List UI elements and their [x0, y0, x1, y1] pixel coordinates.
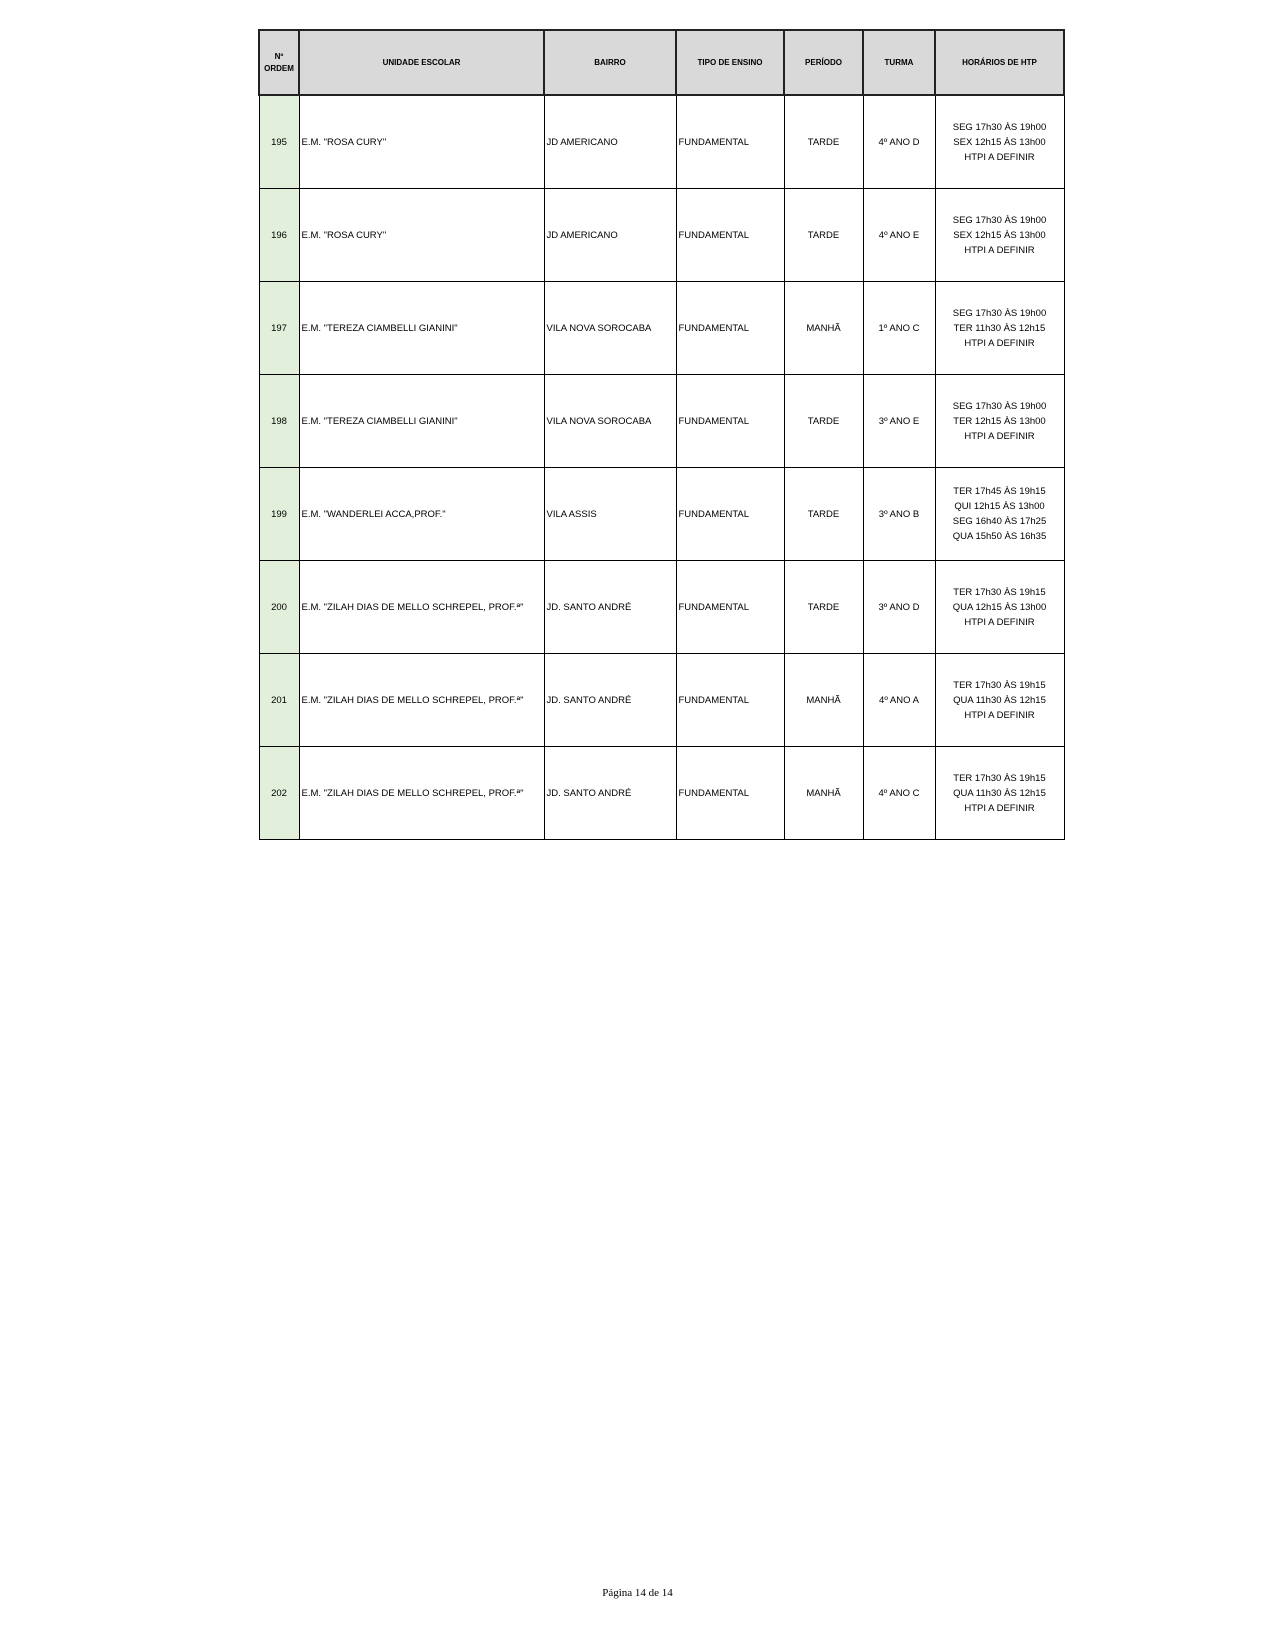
- cell-num-ordem: 200: [259, 561, 299, 654]
- header-bairro: BAIRRO: [544, 30, 676, 95]
- cell-num-ordem: 199: [259, 468, 299, 561]
- header-periodo: PERÍODO: [784, 30, 863, 95]
- schedule-line: TER 17h45 ÀS 19h15: [953, 486, 1046, 497]
- header-num-line1: Nº: [274, 51, 284, 61]
- cell-horarios-htp: [935, 375, 1064, 468]
- header-num-line2: ORDEM: [264, 63, 294, 73]
- schedule-line: SEX 12h15 ÀS 13h00: [953, 136, 1046, 148]
- cell-bairro: JD AMERICANO: [544, 189, 676, 282]
- table-row: [259, 747, 1064, 840]
- schedule-line: QUA 11h30 ÀS 12h15: [953, 787, 1046, 799]
- schedule-line: SEG 17h30 ÀS 19h00: [952, 307, 1047, 319]
- cell-periodo: TARDE: [784, 468, 863, 561]
- schedule-line: HTPI A DEFINIR: [964, 616, 1035, 628]
- cell-periodo: TARDE: [784, 95, 863, 189]
- cell-num-ordem: 195: [259, 95, 299, 189]
- cell-tipo-ensino: FUNDAMENTAL: [676, 95, 784, 189]
- cell-horarios-htp: [935, 282, 1064, 375]
- cell-num-ordem: 196: [259, 189, 299, 282]
- cell-tipo-ensino: FUNDAMENTAL: [676, 561, 784, 654]
- schools-table: [258, 29, 1065, 840]
- schedule-line: SEG 16h40 ÀS 17h25: [952, 516, 1047, 527]
- cell-unidade-escolar: E.M. "ZILAH DIAS DE MELLO SCHREPEL, PROF.ª": [299, 561, 544, 654]
- table-row: [259, 375, 1064, 468]
- schedule-line: QUI 12h15 ÀS 13h00: [954, 501, 1045, 512]
- cell-num-ordem: 202: [259, 747, 299, 840]
- cell-turma: 3º ANO B: [863, 468, 935, 561]
- cell-bairro: JD AMERICANO: [544, 95, 676, 189]
- cell-turma: 4º ANO C: [863, 747, 935, 840]
- schedule-line: TER 12h15 ÀS 13h00: [953, 415, 1046, 427]
- cell-horarios-htp: [935, 747, 1064, 840]
- header-turma: TURMA: [863, 30, 935, 95]
- schedule-line: HTPI A DEFINIR: [964, 244, 1035, 256]
- table-body: [259, 95, 1064, 840]
- cell-tipo-ensino: FUNDAMENTAL: [676, 654, 784, 747]
- table-row: [259, 95, 1064, 189]
- cell-unidade-escolar: E.M. "TEREZA CIAMBELLI GIANINI": [299, 282, 544, 375]
- cell-horarios-htp: [935, 189, 1064, 282]
- cell-unidade-escolar: E.M. "ZILAH DIAS DE MELLO SCHREPEL, PROF.ª": [299, 747, 544, 840]
- cell-tipo-ensino: FUNDAMENTAL: [676, 468, 784, 561]
- schedule-line: TER 11h30 ÀS 12h15: [953, 322, 1046, 334]
- cell-turma: 4º ANO A: [863, 654, 935, 747]
- schedule-line: HTPI A DEFINIR: [964, 337, 1035, 349]
- cell-tipo-ensino: FUNDAMENTAL: [676, 747, 784, 840]
- cell-periodo: TARDE: [784, 375, 863, 468]
- cell-turma: 1º ANO C: [863, 282, 935, 375]
- schedule-line: HTPI A DEFINIR: [964, 802, 1035, 814]
- table-header: [259, 30, 1064, 95]
- table-row: [259, 282, 1064, 375]
- header-row: [259, 30, 1064, 95]
- schedule-line: TER 17h30 ÀS 19h15: [953, 679, 1046, 691]
- cell-horarios-htp: [935, 95, 1064, 189]
- schedule-line: HTPI A DEFINIR: [964, 151, 1035, 163]
- cell-periodo: MANHÃ: [784, 654, 863, 747]
- cell-num-ordem: 198: [259, 375, 299, 468]
- cell-bairro: VILA ASSIS: [544, 468, 676, 561]
- schedule-line: QUA 15h50 ÀS 16h35: [952, 531, 1047, 542]
- schedule-line: SEX 12h15 ÀS 13h00: [953, 229, 1046, 241]
- cell-periodo: TARDE: [784, 561, 863, 654]
- cell-unidade-escolar: E.M. "ZILAH DIAS DE MELLO SCHREPEL, PROF.ª": [299, 654, 544, 747]
- cell-turma: 3º ANO E: [863, 375, 935, 468]
- schedule-line: SEG 17h30 ÀS 19h00: [952, 400, 1047, 412]
- cell-bairro: JD. SANTO ANDRÉ: [544, 654, 676, 747]
- header-unidade-escolar: UNIDADE ESCOLAR: [299, 30, 544, 95]
- cell-tipo-ensino: FUNDAMENTAL: [676, 282, 784, 375]
- schedule-line: HTPI A DEFINIR: [964, 709, 1035, 721]
- cell-turma: 3º ANO D: [863, 561, 935, 654]
- cell-periodo: TARDE: [784, 189, 863, 282]
- cell-unidade-escolar: E.M. "TEREZA CIAMBELLI GIANINI": [299, 375, 544, 468]
- cell-tipo-ensino: FUNDAMENTAL: [676, 189, 784, 282]
- cell-unidade-escolar: E.M. "ROSA CURY": [299, 189, 544, 282]
- table-row: [259, 468, 1064, 561]
- cell-horarios-htp: [935, 468, 1064, 561]
- cell-bairro: VILA NOVA SOROCABA: [544, 375, 676, 468]
- page-footer: Página 14 de 14: [602, 1587, 673, 1599]
- schedule-line: TER 17h30 ÀS 19h15: [953, 772, 1046, 784]
- cell-turma: 4º ANO D: [863, 95, 935, 189]
- cell-bairro: JD. SANTO ANDRÉ: [544, 561, 676, 654]
- schedule-line: QUA 12h15 ÀS 13h00: [952, 601, 1047, 613]
- cell-bairro: VILA NOVA SOROCABA: [544, 282, 676, 375]
- header-tipo-ensino: TIPO DE ENSINO: [676, 30, 784, 95]
- cell-horarios-htp: [935, 654, 1064, 747]
- cell-bairro: JD. SANTO ANDRÉ: [544, 747, 676, 840]
- cell-turma: 4º ANO E: [863, 189, 935, 282]
- header-horarios-htp: HORÁRIOS DE HTP: [935, 30, 1064, 95]
- schedule-line: QUA 11h30 ÀS 12h15: [953, 694, 1046, 706]
- cell-periodo: MANHÃ: [784, 747, 863, 840]
- header-num-ordem: [259, 30, 299, 95]
- cell-num-ordem: 197: [259, 282, 299, 375]
- cell-periodo: MANHÃ: [784, 282, 863, 375]
- cell-unidade-escolar: E.M. "WANDERLEI ACCA,PROF.": [299, 468, 544, 561]
- table-row: [259, 561, 1064, 654]
- schedule-line: HTPI A DEFINIR: [964, 430, 1035, 442]
- cell-unidade-escolar: E.M. "ROSA CURY": [299, 95, 544, 189]
- cell-tipo-ensino: FUNDAMENTAL: [676, 375, 784, 468]
- table-row: [259, 189, 1064, 282]
- cell-horarios-htp: [935, 561, 1064, 654]
- table-row: [259, 654, 1064, 747]
- cell-num-ordem: 201: [259, 654, 299, 747]
- schedule-line: SEG 17h30 ÀS 19h00: [952, 214, 1047, 226]
- schedule-line: SEG 17h30 ÀS 19h00: [952, 121, 1047, 133]
- schedule-line: TER 17h30 ÀS 19h15: [953, 586, 1046, 598]
